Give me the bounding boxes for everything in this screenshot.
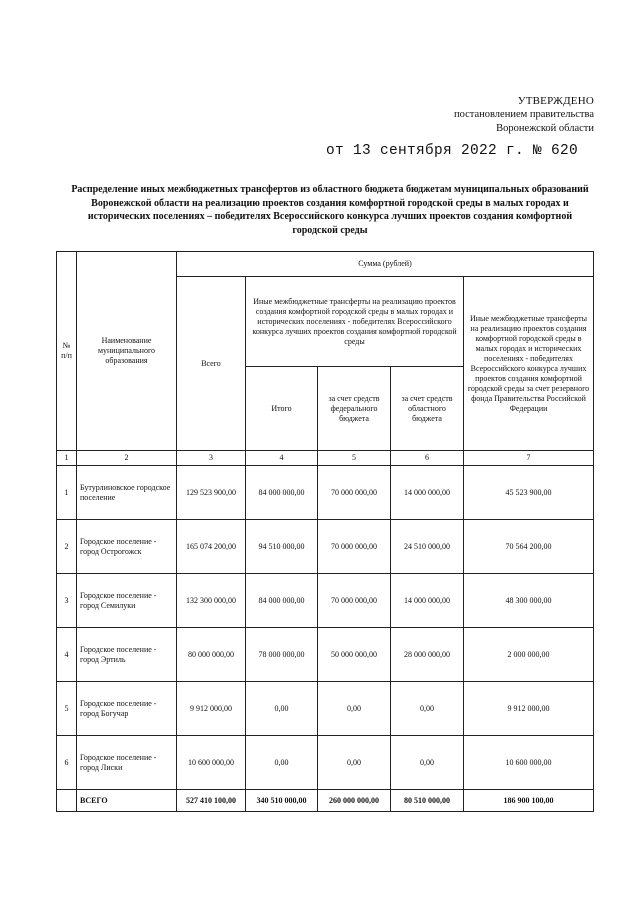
row-number: 2	[57, 520, 77, 574]
decree-reference: от 13 сентября 2022 г. № 620	[325, 143, 578, 159]
amount-federal: 70 000 000,00	[318, 574, 391, 628]
total-amount-reserve: 186 900 100,00	[464, 790, 594, 812]
document-title: Распределение иных межбюджетных трансфертов из областного бюджета бюджетам муниципальных образований Воронежской области на реализацию проектов создания комфортной городской среды в малых городах и исторических поселениях – победителях Всероссийского конкурса лучших проектов создания комфортной городской среды	[71, 184, 589, 236]
col-number: 5	[318, 451, 391, 466]
header-group: Иные межбюджетные трансферты на реализацию проектов создания комфортной городской среды в малых городах и исторических поселениях - победителях Всероссийского конкурса лучших проектов создания комфортной городской среды	[246, 277, 464, 367]
amount-itogo: 0,00	[246, 682, 318, 736]
col-number: 6	[391, 451, 464, 466]
amount-itogo: 0,00	[246, 736, 318, 790]
total-amount-regional: 80 510 000,00	[391, 790, 464, 812]
total-row	[57, 790, 594, 812]
amount-regional: 14 000 000,00	[391, 466, 464, 520]
amount-regional: 24 510 000,00	[391, 520, 464, 574]
total-num-cell	[57, 790, 77, 812]
row-number: 4	[57, 628, 77, 682]
row-number: 1	[57, 466, 77, 520]
col-number: 7	[464, 451, 594, 466]
amount-total: 9 912 000,00	[177, 682, 246, 736]
header-itogo: Итого	[246, 367, 318, 451]
header-total: Всего	[177, 277, 246, 451]
amount-total: 132 300 000,00	[177, 574, 246, 628]
col-number: 2	[77, 451, 177, 466]
approval-line-2: Воронежской области	[496, 123, 594, 134]
table-row	[57, 682, 594, 736]
table-row	[57, 466, 594, 520]
column-numbers-row	[57, 451, 594, 466]
transfers-table	[56, 251, 594, 812]
amount-itogo: 94 510 000,00	[246, 520, 318, 574]
header-sum: Сумма (рублей)	[177, 252, 594, 277]
table-row	[57, 520, 594, 574]
amount-itogo: 84 000 000,00	[246, 466, 318, 520]
amount-reserve: 48 300 000,00	[464, 574, 594, 628]
row-number: 5	[57, 682, 77, 736]
amount-federal: 0,00	[318, 736, 391, 790]
total-amount-total: 527 410 100,00	[177, 790, 246, 812]
total-label: ВСЕГО	[77, 790, 177, 812]
municipality-name: Городское поселение - город Семилуки	[77, 574, 177, 628]
col-number: 3	[177, 451, 246, 466]
amount-federal: 70 000 000,00	[318, 520, 391, 574]
amount-itogo: 78 000 000,00	[246, 628, 318, 682]
municipality-name: Бутурлиновское городское поселение	[77, 466, 177, 520]
row-number: 3	[57, 574, 77, 628]
total-amount-federal: 260 000 000,00	[318, 790, 391, 812]
amount-reserve: 2 000 000,00	[464, 628, 594, 682]
municipality-name: Городское поселение - город Острогожск	[77, 520, 177, 574]
header-num: № п/п	[57, 252, 77, 451]
amount-total: 10 600 000,00	[177, 736, 246, 790]
amount-reserve: 70 564 200,00	[464, 520, 594, 574]
header-regional: за счет средств областного бюджета	[391, 367, 464, 451]
amount-federal: 0,00	[318, 682, 391, 736]
amount-regional: 0,00	[391, 682, 464, 736]
amount-total: 80 000 000,00	[177, 628, 246, 682]
table-row	[57, 736, 594, 790]
table-row	[57, 628, 594, 682]
header-name: Наименование муниципального образования	[77, 252, 177, 451]
municipality-name: Городское поселение - город Богучар	[77, 682, 177, 736]
header-reserve: Иные межбюджетные трансферты на реализацию проектов создания комфортной городской среды в малых городах и исторических поселениях - победителях Всероссийского конкурса лучших проектов создания комфортной городской среды за счет резервного фонда Правительства Российской Федерации	[464, 277, 594, 451]
amount-reserve: 45 523 900,00	[464, 466, 594, 520]
header-federal: за счет средств федерального бюджета	[318, 367, 391, 451]
amount-federal: 70 000 000,00	[318, 466, 391, 520]
amount-regional: 0,00	[391, 736, 464, 790]
municipality-name: Городское поселение - город Эртиль	[77, 628, 177, 682]
amount-regional: 28 000 000,00	[391, 628, 464, 682]
col-number: 4	[246, 451, 318, 466]
amount-total: 165 074 200,00	[177, 520, 246, 574]
approval-title: УТВЕРЖДЕНО	[517, 95, 594, 107]
approval-block	[454, 94, 594, 136]
amount-total: 129 523 900,00	[177, 466, 246, 520]
amount-federal: 50 000 000,00	[318, 628, 391, 682]
approval-line-1: постановлением правительства	[453, 109, 594, 120]
total-amount-itogo: 340 510 000,00	[246, 790, 318, 812]
amount-reserve: 10 600 000,00	[464, 736, 594, 790]
municipality-name: Городское поселение - город Лиски	[77, 736, 177, 790]
row-number: 6	[57, 736, 77, 790]
amount-itogo: 84 000 000,00	[246, 574, 318, 628]
amount-reserve: 9 912 000,00	[464, 682, 594, 736]
table-row	[57, 574, 594, 628]
col-number: 1	[57, 451, 77, 466]
amount-regional: 14 000 000,00	[391, 574, 464, 628]
